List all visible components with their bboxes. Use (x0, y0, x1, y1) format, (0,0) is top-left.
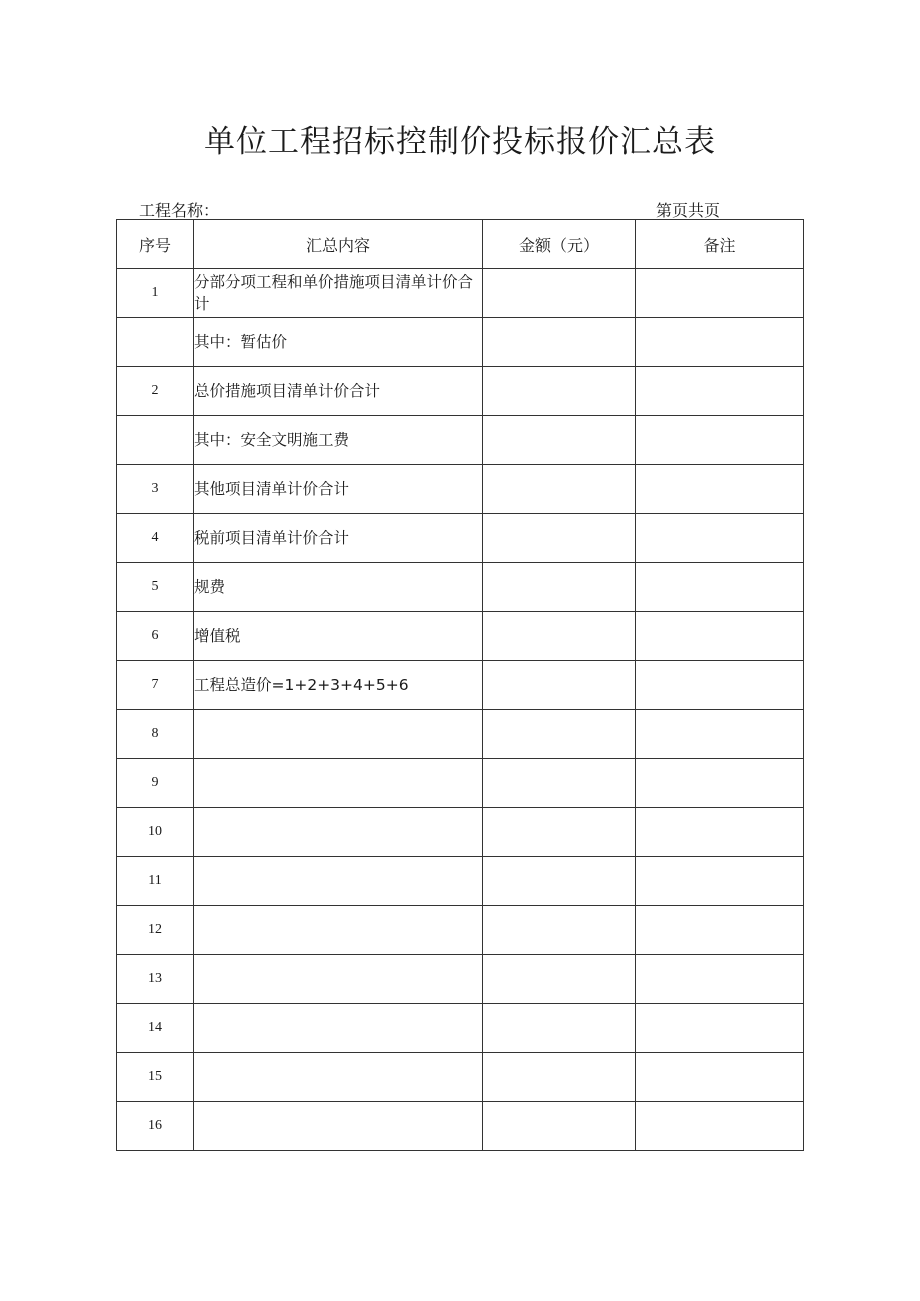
row-note (636, 710, 804, 759)
row-amount (483, 1053, 636, 1102)
row-content (194, 269, 483, 318)
row-content (194, 710, 483, 759)
row-note (636, 857, 804, 906)
table-row (117, 1102, 804, 1151)
row-amount (483, 759, 636, 808)
table-row (117, 367, 804, 416)
row-amount (483, 465, 636, 514)
row-amount (483, 857, 636, 906)
row-amount (483, 416, 636, 465)
row-note (636, 1102, 804, 1151)
summary-table (116, 219, 804, 1151)
row-amount (483, 906, 636, 955)
row-content: 增值税 (194, 612, 483, 661)
header-note: 备注 (636, 220, 804, 269)
row-amount (483, 661, 636, 710)
table-row (117, 661, 804, 710)
row-content: 总价措施项目清单计价合计 (194, 367, 483, 416)
table-row (117, 759, 804, 808)
row-amount (483, 808, 636, 857)
row-amount (483, 367, 636, 416)
row-note (636, 318, 804, 367)
row-amount (483, 563, 636, 612)
row-no: 11 (117, 857, 194, 906)
table-header-row (117, 220, 804, 269)
table-row (117, 1004, 804, 1053)
row-no: 1 (117, 269, 194, 318)
row-content: 规费 (194, 563, 483, 612)
row-note (636, 955, 804, 1004)
row-no (117, 318, 194, 367)
row-content-text: 分部分项工程和单价措施项目清单计价合计 (194, 273, 474, 313)
table-row (117, 318, 804, 367)
row-content: 其他项目清单计价合计 (194, 465, 483, 514)
row-note (636, 416, 804, 465)
row-note (636, 1004, 804, 1053)
row-content: 其中：暂估价 (194, 318, 483, 367)
row-note (636, 563, 804, 612)
row-no (117, 416, 194, 465)
table-row (117, 710, 804, 759)
row-no: 9 (117, 759, 194, 808)
row-no: 14 (117, 1004, 194, 1053)
row-content: 其中：安全文明施工费 (194, 416, 483, 465)
row-no: 3 (117, 465, 194, 514)
row-no: 15 (117, 1053, 194, 1102)
row-note (636, 1053, 804, 1102)
header-no: 序号 (117, 220, 194, 269)
row-content (194, 759, 483, 808)
row-note (636, 661, 804, 710)
row-content (194, 808, 483, 857)
row-amount (483, 269, 636, 318)
row-no: 6 (117, 612, 194, 661)
page-title: 单位工程招标控制价投标报价汇总表 (204, 124, 716, 160)
row-content: 税前项目清单计价合计 (194, 514, 483, 563)
row-note (636, 808, 804, 857)
table-row (117, 612, 804, 661)
row-amount (483, 612, 636, 661)
table-row (117, 808, 804, 857)
row-content (194, 906, 483, 955)
row-amount (483, 955, 636, 1004)
row-note (636, 759, 804, 808)
row-note (636, 269, 804, 318)
row-content (194, 955, 483, 1004)
page-count-label: 第页共页 (656, 201, 721, 220)
project-name-label: 工程名称： (139, 201, 220, 220)
row-no: 8 (117, 710, 194, 759)
row-note (636, 514, 804, 563)
row-content (194, 1053, 483, 1102)
header-amount: 金额（元） (483, 220, 636, 269)
row-amount (483, 1102, 636, 1151)
row-content (194, 1004, 483, 1053)
row-content (194, 857, 483, 906)
row-amount (483, 514, 636, 563)
table-row (117, 514, 804, 563)
row-no: 2 (117, 367, 194, 416)
table-row (117, 416, 804, 465)
row-note (636, 906, 804, 955)
row-no: 4 (117, 514, 194, 563)
row-no: 16 (117, 1102, 194, 1151)
table-row (117, 955, 804, 1004)
row-no: 10 (117, 808, 194, 857)
row-note (636, 612, 804, 661)
table-row (117, 269, 804, 318)
row-content: 工程总造价=1+2+3+4+5+6 (194, 661, 483, 710)
row-note (636, 465, 804, 514)
header-content: 汇总内容 (194, 220, 483, 269)
row-amount (483, 1004, 636, 1053)
row-no: 13 (117, 955, 194, 1004)
row-no: 12 (117, 906, 194, 955)
row-content (194, 1102, 483, 1151)
table-row (117, 563, 804, 612)
row-no: 5 (117, 563, 194, 612)
row-amount (483, 318, 636, 367)
table-row (117, 906, 804, 955)
row-amount (483, 710, 636, 759)
table-row (117, 857, 804, 906)
table-row (117, 1053, 804, 1102)
row-note (636, 367, 804, 416)
table-row (117, 465, 804, 514)
row-no: 7 (117, 661, 194, 710)
